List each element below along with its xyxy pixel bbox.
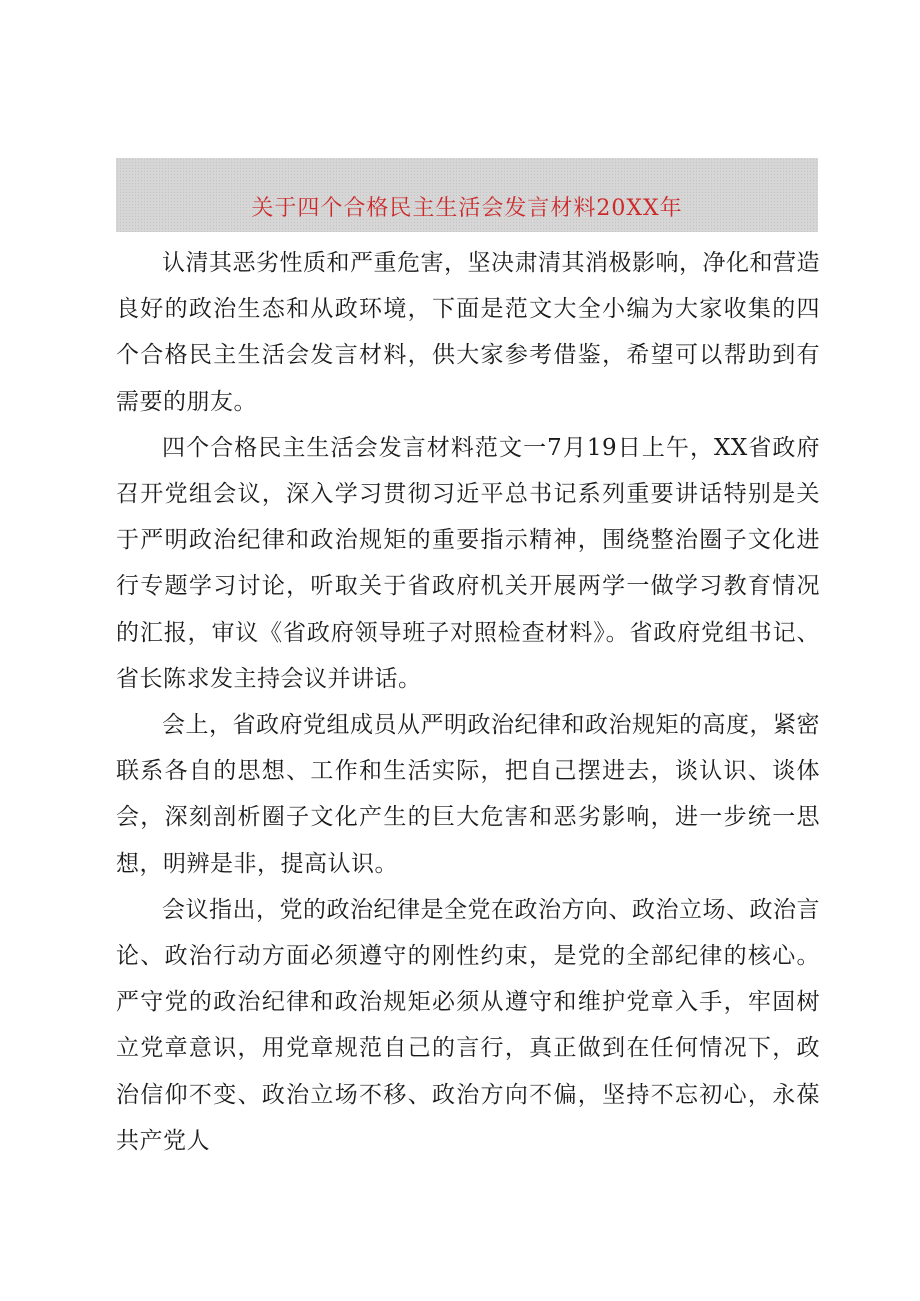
paragraph-2: 四个合格民主生活会发言材料范文一7月19日上午，XX省政府召开党组会议，深入学习贯彻习近平总书记系列重要讲话特别是关于严明政治纪律和政治规矩的重要指示精神，围绕整治圈子文化进行专题学习讨论，听取关于省政府机关开展两学一做学习教育情况的汇报，审议《省政府领导班子对照检查材料》。省政府党组书记、省长陈求发主持会议并讲话。 — [116, 434, 820, 692]
document-title: 关于四个合格民主生活会发言材料20XX年 — [251, 195, 683, 221]
document-body — [116, 240, 820, 1164]
title-banner — [116, 158, 818, 232]
paragraph-3: 会上，省政府党组成员从严明政治纪律和政治规矩的高度，紧密联系各自的思想、工作和生活实际，把自己摆进去，谈认识、谈体会，深刻剖析圈子文化产生的巨大危害和恶劣影响，进一步统一思想，明辨是非，提高认识。 — [116, 712, 820, 877]
paragraph-4: 会议指出，党的政治纪律是全党在政治方向、政治立场、政治言论、政治行动方面必须遵守的刚性约束，是党的全部纪律的核心。严守党的政治纪律和政治规矩必须从遵守和维护党章入手，牢固树立党章意识，用党章规范自己的言行，真正做到在任何情况下，政治信仰不变、政治立场不移、政治方向不偏，坚持不忘初心，永葆共产党人 — [116, 896, 820, 1154]
paragraph-1: 认清其恶劣性质和严重危害，坚决肃清其消极影响，净化和营造良好的政治生态和从政环境，下面是范文大全小编为大家收集的四个合格民主生活会发言材料，供大家参考借鉴，希望可以帮助到有需要的朋友。 — [116, 250, 820, 415]
